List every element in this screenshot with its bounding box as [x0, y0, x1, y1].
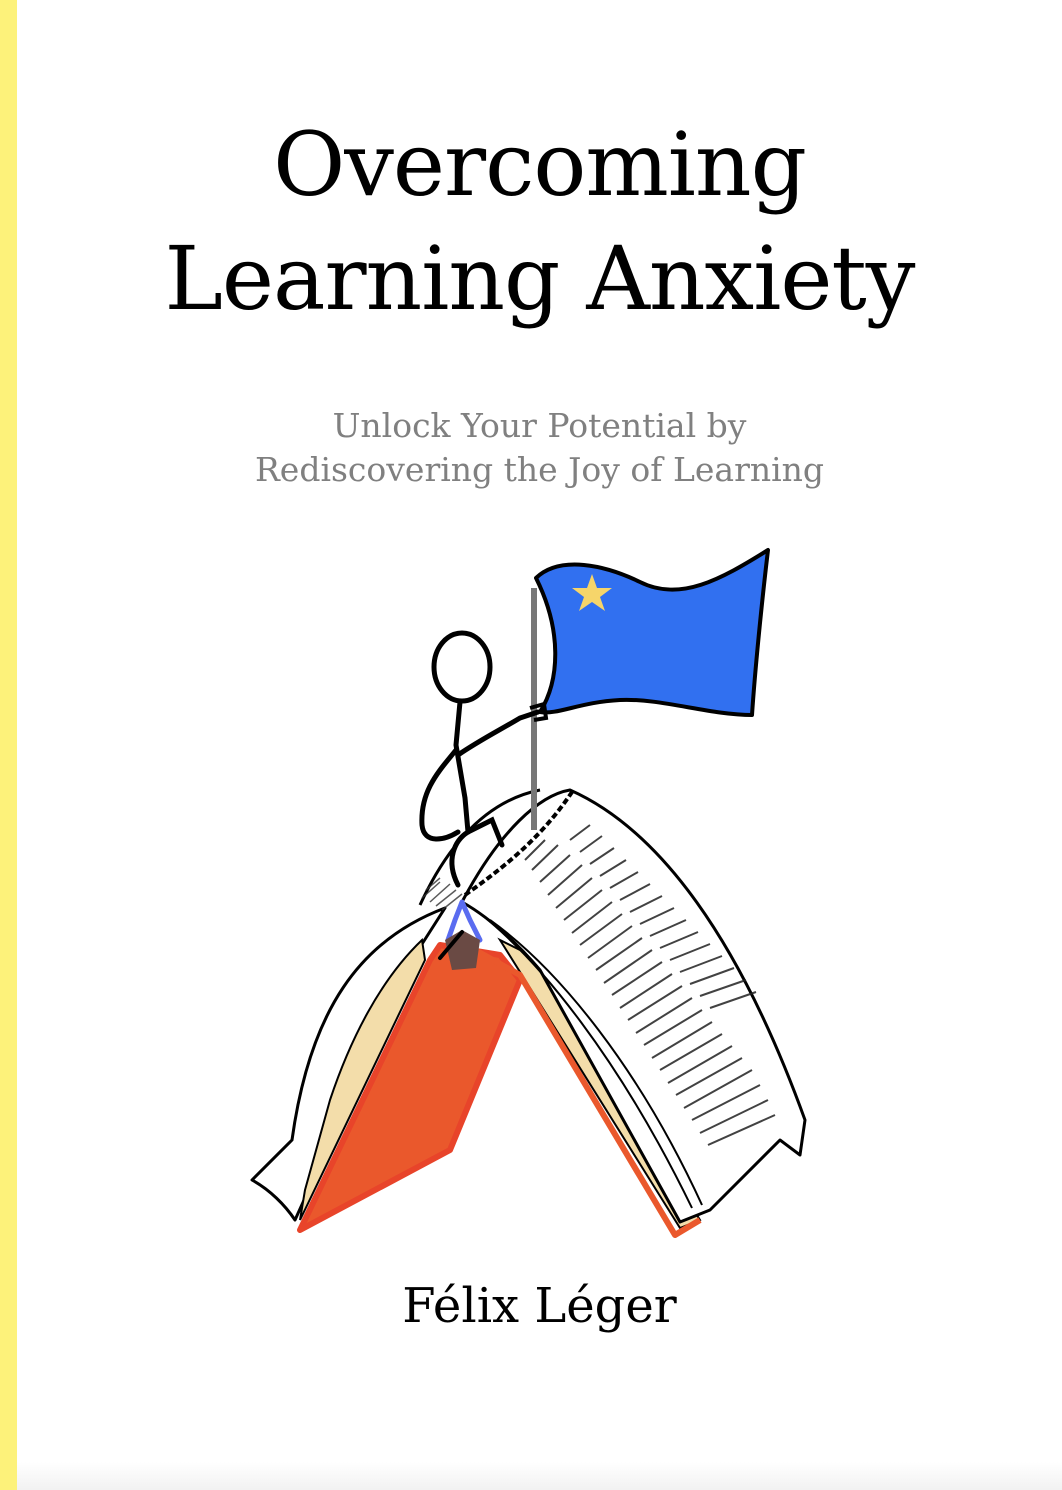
title-line-1: Overcoming — [273, 113, 806, 216]
right-pages — [462, 790, 805, 1222]
flag — [536, 550, 768, 715]
book-title — [17, 108, 1062, 336]
stick-figure-body — [456, 702, 468, 832]
bottom-shadow — [17, 1462, 1062, 1490]
title-line-2: Learning Anxiety — [164, 227, 915, 330]
stick-figure-head — [434, 633, 490, 701]
stick-figure-arm-right — [458, 712, 538, 755]
flag-on-book-illustration — [240, 540, 820, 1240]
stick-figure-leg-left — [452, 832, 468, 885]
subtitle-line-1: Unlock Your Potential by — [332, 406, 747, 445]
stick-figure-leg-right — [468, 820, 502, 845]
yellow-spine-strip — [0, 0, 17, 1490]
stick-figure-arm-left — [422, 750, 458, 839]
author-name: Félix Léger — [402, 1278, 677, 1334]
book-subtitle — [17, 404, 1062, 492]
subtitle-line-2: Rediscovering the Joy of Learning — [254, 450, 825, 489]
